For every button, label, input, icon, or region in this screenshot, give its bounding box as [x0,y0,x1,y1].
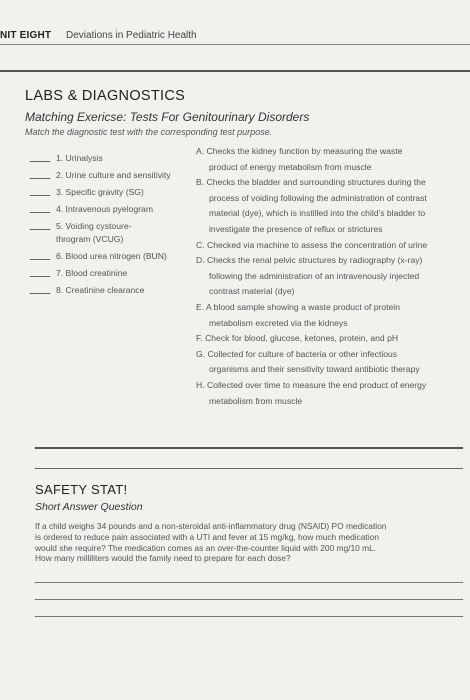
purpose-item: B. Checks the bladder and surrounding structures during the process of voiding following the administration of contrast material (dye), which is instilled into the child's bladder to investigate the presence of reflux or strictures [196,177,427,234]
purpose-list [196,144,464,409]
chapter-label: NIT EIGHT [0,30,52,41]
running-head: Deviations in Pediatric Health [66,30,197,41]
answer-blank[interactable] [30,212,50,213]
test-item [30,250,190,263]
purpose-item: F. Check for blood, glucose, ketones, protein, and pH [196,333,399,344]
test-label: 7. Blood creatinine [56,268,128,279]
section-divider [35,468,463,469]
answer-blank[interactable] [30,195,50,196]
answer-blank[interactable] [30,161,50,162]
section-divider [0,70,470,72]
exercise-title: Matching Exericse: Tests For Genitourinary Disorders [25,110,310,124]
answer-line[interactable] [35,582,463,583]
test-label: 6. Blood urea nitrogen (BUN) [56,251,167,262]
test-item [30,284,190,297]
answer-line[interactable] [35,599,463,600]
test-item [30,203,190,216]
section-divider [35,447,463,449]
answer-blank[interactable] [30,293,50,294]
purpose-item: D. Checks the renal pelvic structures by radiography (x-ray) following the administration of an intravenously injected contrast material (dye) [196,255,423,297]
question-text: If a child weighs 34 pounds and a non-steroidal anti-inflammatory drug (NSAID) PO medication is ordered to reduce pain associated with a UTI and fever at 15 mg/kg, how much medication would she require? The medication comes as an over-the-counter liquid with 200 mg/10 mL. How many milliliters would the family need to prepare for each dose? [35,521,387,564]
test-list [30,152,190,302]
test-item [30,267,190,280]
page-header [0,30,470,50]
purpose-item: H. Collected over time to measure the end product of energy metabolism from muscle [196,379,427,406]
test-label: 1. Urinalysis [56,153,103,163]
purpose-item: A. Checks the kidney function by measuring the waste product of energy metabolism from muscle [196,146,403,172]
labs-section [25,88,465,137]
answer-blank[interactable] [30,259,50,260]
test-item [30,152,190,165]
test-label: 8. Creatinine clearance [56,285,145,296]
test-label: 3. Specific gravity (SG) [56,187,144,198]
safety-title: SAFETY STAT! [35,482,128,497]
answer-blank[interactable] [30,276,50,277]
header-rule [0,44,470,45]
test-item [30,220,190,246]
purpose-item: G. Collected for culture of bacteria or other infectious organisms and their sensitivity toward antibiotic therapy [196,348,420,375]
test-label: 5. Voiding cystoure- throgram (VCUG) [56,221,132,245]
answer-blank[interactable] [30,178,50,179]
labs-title: LABS & DIAGNOSTICS [25,88,186,104]
test-item [30,169,190,182]
exercise-instructions: Match the diagnostic test with the corresponding test purpose. [25,127,273,137]
short-answer-label: Short Answer Question [35,501,143,513]
test-label: 2. Urine culture and sensitivity [56,170,171,181]
purpose-item: E. A blood sample showing a waste product of protein metabolism excreted via the kidneys [196,301,400,328]
test-item [30,186,190,199]
purpose-item: C. Checked via machine to assess the concentration of urine [196,239,428,250]
safety-section [35,482,465,564]
test-label: 4. Intravenous pyelogram [56,204,153,215]
answer-blank[interactable] [30,229,50,230]
answer-line[interactable] [35,616,463,617]
